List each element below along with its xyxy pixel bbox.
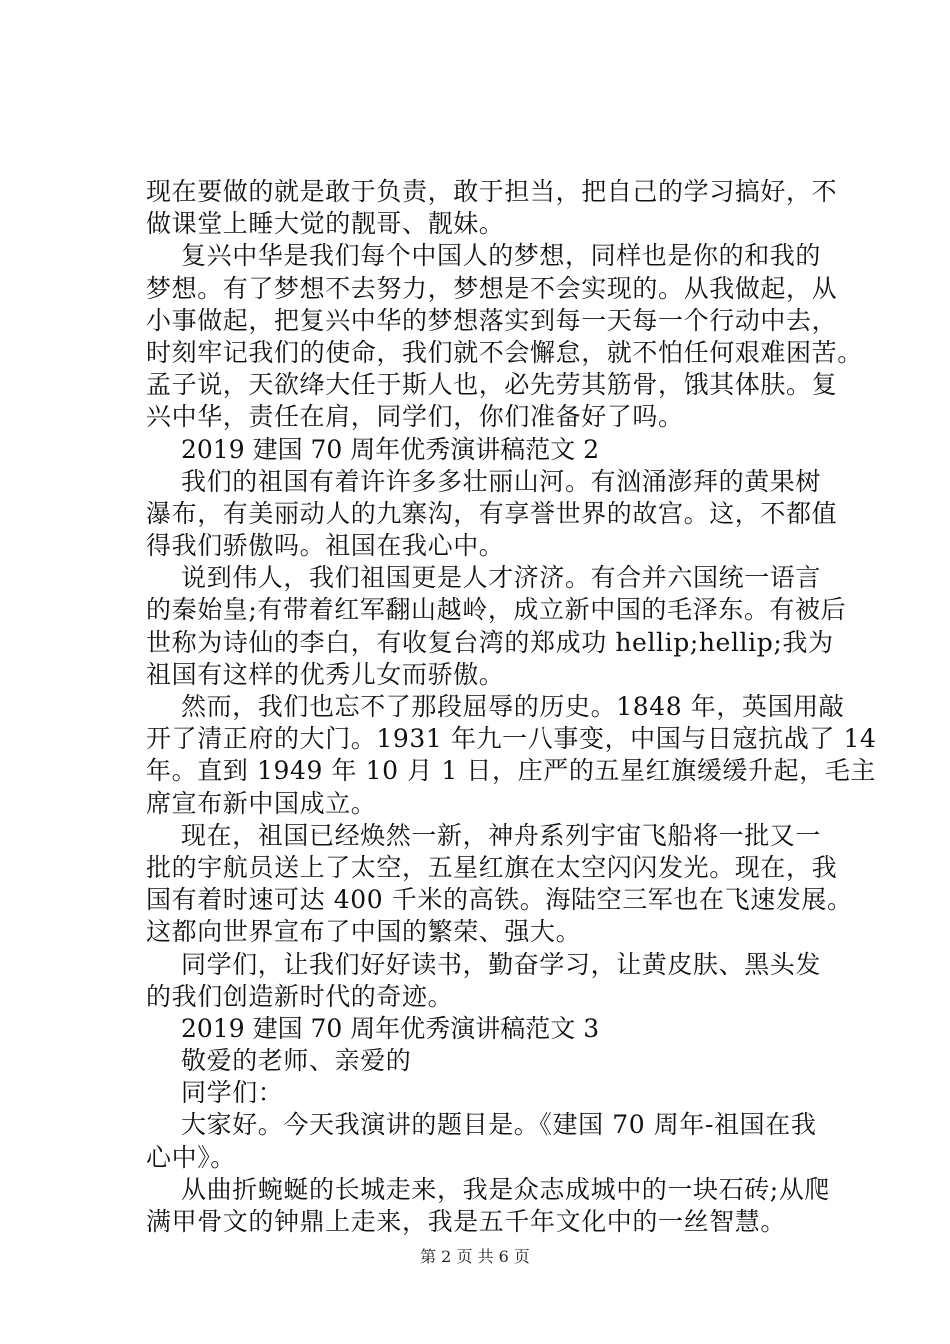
paragraph-line: 时刻牢记我们的使命，我们就不会懈怠，就不怕任何艰难困苦。 bbox=[146, 337, 863, 367]
paragraph-line: 敬爱的老师、亲爱的 bbox=[181, 1046, 412, 1076]
paragraph-line: 复兴中华是我们每个中国人的梦想，同样也是你的和我的 bbox=[181, 241, 822, 271]
paragraph-line: 小事做起，把复兴中华的梦想落实到每一天每一个行动中去， bbox=[146, 305, 838, 335]
paragraph-line: 大家好。今天我演讲的题目是。《建国 70 周年-祖国在我 bbox=[181, 1110, 817, 1140]
paragraph-line: 满甲骨文的钟鼎上走来，我是五千年文化中的一丝智慧。 bbox=[146, 1207, 787, 1236]
paragraph-line: 梦想。有了梦想不去努力，梦想是不会实现的。从我做起，从 bbox=[146, 273, 838, 303]
paragraph-line: 我们的祖国有着许许多多壮丽山河。有汹涌澎拜的黄果树 bbox=[181, 466, 822, 496]
paragraph-line: 做课堂上睡大觉的靓哥、靓妹。 bbox=[146, 209, 505, 239]
paragraph-line: 得我们骄傲吗。祖国在我心中。 bbox=[146, 531, 505, 561]
paragraph-line: 现在要做的就是敢于负责，敢于担当，把自己的学习搞好，不 bbox=[146, 177, 838, 206]
paragraph-line: 然而，我们也忘不了那段屈辱的历史。1848 年，英国用敲 bbox=[181, 692, 845, 721]
paragraph-line: 孟子说，天欲绛大任于斯人也，必先劳其筋骨，饿其体肤。复 bbox=[146, 370, 838, 400]
paragraph-line: 说到伟人，我们祖国更是人才济济。有合并六国统一语言 bbox=[181, 563, 822, 593]
paragraph-line: 席宣布新中国成立。 bbox=[146, 788, 377, 818]
paragraph-line: 同学们，让我们好好读书，勤奋学习，让黄皮肤、黑头发 bbox=[181, 949, 822, 979]
section-heading: 2019 建国 70 周年优秀演讲稿范文 2 bbox=[181, 434, 600, 464]
paragraph-line: 开了清正府的大门。1931 年九一八事变，中国与日寇抗战了 14 bbox=[146, 724, 877, 754]
paragraph-line: 这都向世界宣布了中国的繁荣、强大。 bbox=[146, 917, 582, 947]
paragraph-line: 国有着时速可达 400 千米的高铁。海陆空三军也在飞速发展。 bbox=[146, 885, 853, 915]
paragraph-line: 瀑布，有美丽动人的九寨沟，有享誉世界的故宫。这，不都值 bbox=[146, 498, 838, 528]
paragraph-line: 同学们： bbox=[181, 1078, 284, 1108]
paragraph-line: 的秦始皇;有带着红军翻山越岭，成立新中国的毛泽东。有被后 bbox=[146, 595, 847, 625]
section-heading: 2019 建国 70 周年优秀演讲稿范文 3 bbox=[181, 1013, 600, 1043]
paragraph-line: 祖国有这样的优秀儿女而骄傲。 bbox=[146, 659, 505, 689]
paragraph-line: 世称为诗仙的李白，有收复台湾的郑成功 hellip;hellip;我为 bbox=[146, 627, 834, 657]
paragraph-line: 年。直到 1949 年 10 月 1 日，庄严的五星红旗缓缓升起，毛主 bbox=[146, 756, 877, 786]
page-number-footer: 第 2 页 共 6 页 bbox=[420, 1247, 530, 1266]
document-body bbox=[146, 176, 877, 1238]
paragraph-line: 的我们创造新时代的奇迹。 bbox=[146, 981, 454, 1011]
paragraph-line: 心中》。 bbox=[146, 1142, 236, 1172]
paragraph-line: 现在，祖国已经焕然一新，神舟系列宇宙飞船将一批又一 bbox=[181, 820, 822, 850]
paragraph-line: 从曲折蜿蜒的长城走来，我是众志成城中的一块石砖;从爬 bbox=[181, 1174, 831, 1204]
paragraph-line: 批的宇航员送上了太空，五星红旗在太空闪闪发光。现在，我 bbox=[146, 852, 838, 882]
paragraph-line: 兴中华，责任在肩，同学们，你们准备好了吗。 bbox=[146, 402, 684, 432]
